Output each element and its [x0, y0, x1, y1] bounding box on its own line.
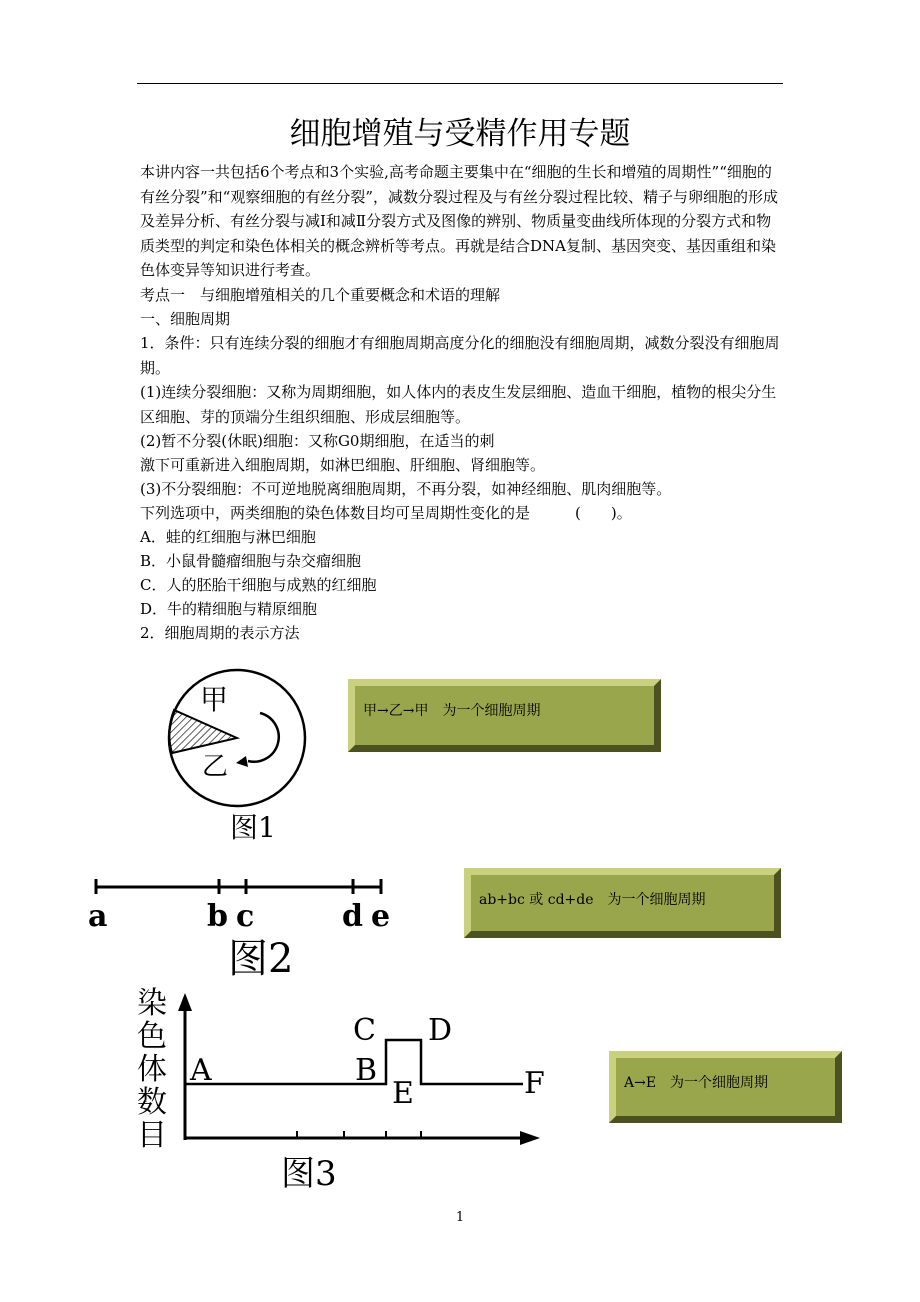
option-a: A．蛙的红细胞与淋巴细胞 [140, 528, 316, 546]
figure-2-note: ab+bc 或 cd+de 为一个细胞周期 [479, 892, 706, 908]
figure-1-note: 甲→乙→甲 为一个细胞周期 [363, 703, 541, 719]
point-a: A [190, 1053, 212, 1088]
subheading-representation: 2．细胞周期的表示方法 [140, 624, 300, 642]
label-e: e [371, 899, 391, 934]
x-axis-arrowhead [520, 1131, 540, 1145]
item-dormant-line1: (2)暂不分裂(休眠)细胞：又称G0期细胞，在适当的刺 [140, 432, 495, 450]
ylabel-char-1: 染 [137, 986, 167, 1021]
option-d: D．牛的精细胞与精原细胞 [140, 600, 318, 618]
intro-paragraph: 本讲内容一共包括6个考点和3个实验,高考命题主要集中在“细胞的生长和增殖的周期性”“细胞的有丝分裂”和“观察细胞的有丝分裂”，减数分裂过程及与有丝分裂过程比较、精子与卵细胞的形成及差异分析、有丝分裂与减Ⅰ和减Ⅱ分裂方式及图像的辨别、物质量变曲线所体现的分裂方式和物质类型的判定和染色体相关的概念辨析等考点。再就是结合DNA复制、基因突变、基因重组和染色体变异等知识进行考查。 [140, 163, 779, 279]
label-yi: 乙 [202, 752, 229, 782]
label-jia: 甲 [200, 683, 229, 716]
page-title: 细胞增殖与受精作用专题 [289, 116, 631, 152]
figure-3-graph [135, 985, 555, 1195]
figure-2-diagram [80, 872, 410, 982]
point-d: D [428, 1013, 453, 1048]
option-b: B．小鼠骨髓瘤细胞与杂交瘤细胞 [140, 552, 362, 570]
point-b: B [355, 1053, 378, 1088]
label-c: c [236, 899, 255, 934]
subheading-cell-cycle: 一、细胞周期 [140, 310, 231, 328]
item-non-dividing: (3)不分裂细胞：不可逆地脱离细胞周期，不再分裂，如神经细胞、肌肉细胞等。 [140, 480, 672, 498]
ylabel-char-4: 数 [137, 1085, 167, 1120]
point-f: F [524, 1066, 545, 1101]
figure-3-note-box [609, 1051, 842, 1123]
label-b: b [207, 899, 228, 934]
y-axis-arrowhead [178, 993, 192, 1011]
point-e: E [392, 1076, 414, 1111]
figure-1-diagram [160, 665, 330, 845]
label-d: d [342, 899, 363, 934]
figure-2-note-box [464, 868, 781, 938]
ylabel-char-2: 色 [137, 1019, 167, 1054]
label-a: a [88, 899, 108, 934]
item-continuous-division: (1)连续分裂细胞：又称为周期细胞，如人体内的表皮生发层细胞、造血干细胞，植物的根尖分生区细胞、芽的顶端分生组织细胞、形成层细胞等。 [140, 383, 777, 426]
item-dormant-line2: 激下可重新进入细胞周期，如淋巴细胞、肝细胞、肾细胞等。 [140, 456, 546, 474]
question-text: 下列选项中，两类细胞的染色体数目均可呈周期性变化的是 ( )。 [140, 504, 632, 522]
header-rule [137, 83, 783, 84]
page-number: 1 [455, 1210, 465, 1225]
section-heading-1: 考点一 与细胞增殖相关的几个重要概念和术语的理解 [140, 286, 501, 304]
ylabel-char-5: 目 [137, 1118, 167, 1153]
option-c: C．人的胚胎干细胞与成熟的红细胞 [140, 576, 377, 594]
figure-2-caption: 图2 [228, 936, 294, 982]
condition-paragraph: 1．条件：只有连续分裂的细胞才有细胞周期高度分化的细胞没有细胞周期，减数分裂没有细胞周期。 [140, 334, 780, 377]
figure-1-caption: 图1 [230, 811, 276, 844]
point-c: C [353, 1013, 376, 1048]
figure-3-note: A→E 为一个细胞周期 [624, 1075, 769, 1091]
ylabel-char-3: 体 [137, 1052, 167, 1087]
figure-1-note-box [348, 679, 661, 752]
figure-3-caption: 图3 [281, 1154, 337, 1194]
